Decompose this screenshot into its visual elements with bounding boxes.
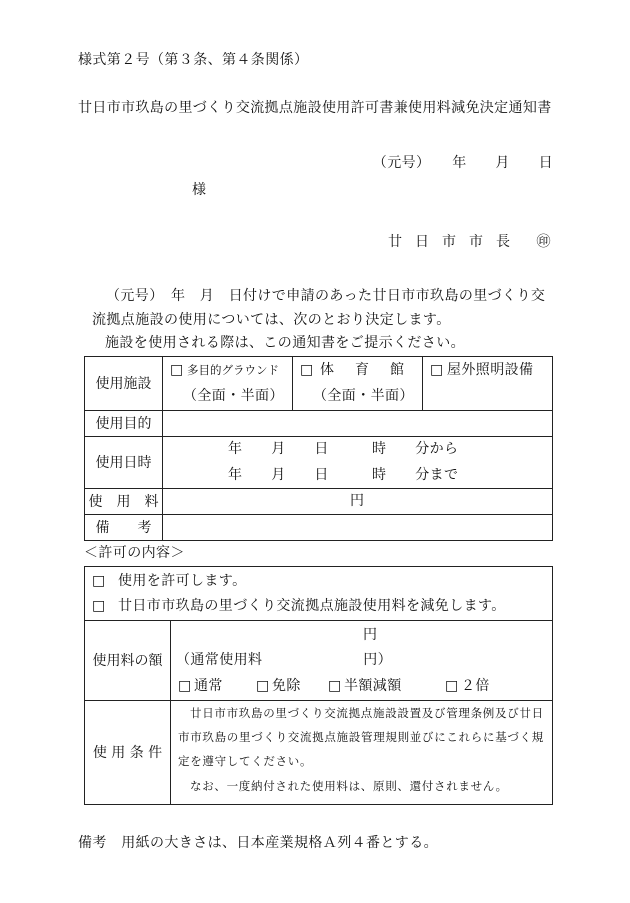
checkbox-multipurpose-ground[interactable]: □ (170, 362, 184, 378)
facility-option-outdoor-lighting (430, 362, 533, 378)
facility-option-gymnasium (300, 362, 408, 378)
datetime-label: 使用日時 (95, 454, 152, 471)
fee-choice-double (445, 678, 490, 694)
fee-choice-label: 免除 (272, 678, 301, 694)
fee-amount-unit: 円 (363, 627, 378, 643)
datetime-to: 年 月 日 時 分まで (228, 467, 459, 483)
usage-table (84, 356, 553, 541)
checkbox-fee-normal[interactable]: □ (178, 678, 192, 694)
facility-option-name: 体 育 館 (320, 362, 408, 378)
permission-table (84, 566, 553, 805)
conditions-line: 市市玖島の里づくり交流拠点施設管理規則並びにこれらに基づく規 (178, 730, 544, 744)
fee-choice-label: 半額減額 (344, 678, 402, 694)
purpose-label: 使用目的 (95, 415, 152, 432)
permission-option-reduction (92, 598, 506, 614)
table-rule (170, 621, 171, 804)
conditions-label: 使 用 条 件 (92, 744, 163, 761)
addressee-honorific: 様 (192, 182, 207, 198)
fee-choice-label: ２倍 (461, 678, 490, 694)
table-rule (422, 357, 423, 410)
fee-choice-label: 通常 (194, 678, 223, 694)
form-number: 様式第２号（第３条、第４条関係） (78, 52, 309, 68)
fee-label: 使 用 料 (88, 493, 159, 510)
fee-amount-label: 使用料の額 (92, 652, 163, 669)
checkbox-gymnasium[interactable]: □ (300, 362, 314, 378)
conditions-line: 定を遵守してください。 (178, 754, 313, 768)
checkbox-fee-double[interactable]: □ (445, 678, 459, 694)
table-rule (162, 357, 163, 540)
body-text-line: 流拠点施設の使用については、次のとおり決定します。 (92, 312, 451, 328)
conditions-line: 廿日市市玖島の里づくり交流拠点施設設置及び管理条例及び廿日 (190, 706, 544, 720)
conditions-line: なお、一度納付された使用料は、原則、還付されません。 (190, 779, 508, 793)
fee-choice-exempt (256, 678, 301, 694)
table-rule (292, 357, 293, 410)
fee-choice-half (328, 678, 402, 694)
body-text-line: （元号） 年 月 日付けで申請のあった廿日市市玖島の里づくり交 (106, 288, 546, 304)
checkbox-fee-exempt[interactable]: □ (256, 678, 270, 694)
fee-unit: 円 (350, 493, 365, 509)
permission-option-text: 廿日市市玖島の里づくり交流拠点施設使用料を減免します。 (118, 598, 506, 614)
checkbox-fee-half[interactable]: □ (328, 678, 342, 694)
facility-option-area: （全面・半面） (313, 388, 414, 404)
checkbox-permit-use[interactable]: □ (92, 573, 106, 589)
normal-fee: （通常使用料 円） (176, 652, 392, 668)
facility-label: 使用施設 (95, 375, 152, 392)
fee-choice-normal (178, 678, 223, 694)
permission-option-permit (92, 573, 246, 589)
remarks-label: 備 考 (95, 519, 152, 536)
footnote: 備考 用紙の大きさは、日本産業規格Ａ列４番とする。 (78, 835, 438, 851)
date-line: （元号） 年 月 日 (372, 155, 553, 171)
checkbox-fee-reduction[interactable]: □ (92, 598, 106, 614)
checkbox-outdoor-lighting[interactable]: □ (430, 362, 444, 378)
presentation-notice: 施設を使用される際は、この通知書をご提示ください。 (105, 335, 465, 351)
facility-option-name: 多目的グラウンド (187, 363, 279, 377)
purpose-value-cell (163, 411, 552, 436)
remarks-value-cell (163, 515, 552, 540)
permission-option-text: 使用を許可します。 (118, 573, 247, 589)
permission-heading: ＜許可の内容＞ (84, 545, 185, 561)
facility-option-multipurpose-ground (170, 362, 279, 378)
datetime-from: 年 月 日 時 分から (228, 441, 459, 457)
facility-option-name: 屋外照明設備 (447, 362, 534, 378)
issuer-name: 廿 日 市 市 長 ㊞ (388, 234, 550, 250)
facility-option-area: （全面・半面） (183, 388, 284, 404)
document-title: 廿日市市玖島の里づくり交流拠点施設使用許可書兼使用料減免決定通知書 (78, 100, 552, 116)
